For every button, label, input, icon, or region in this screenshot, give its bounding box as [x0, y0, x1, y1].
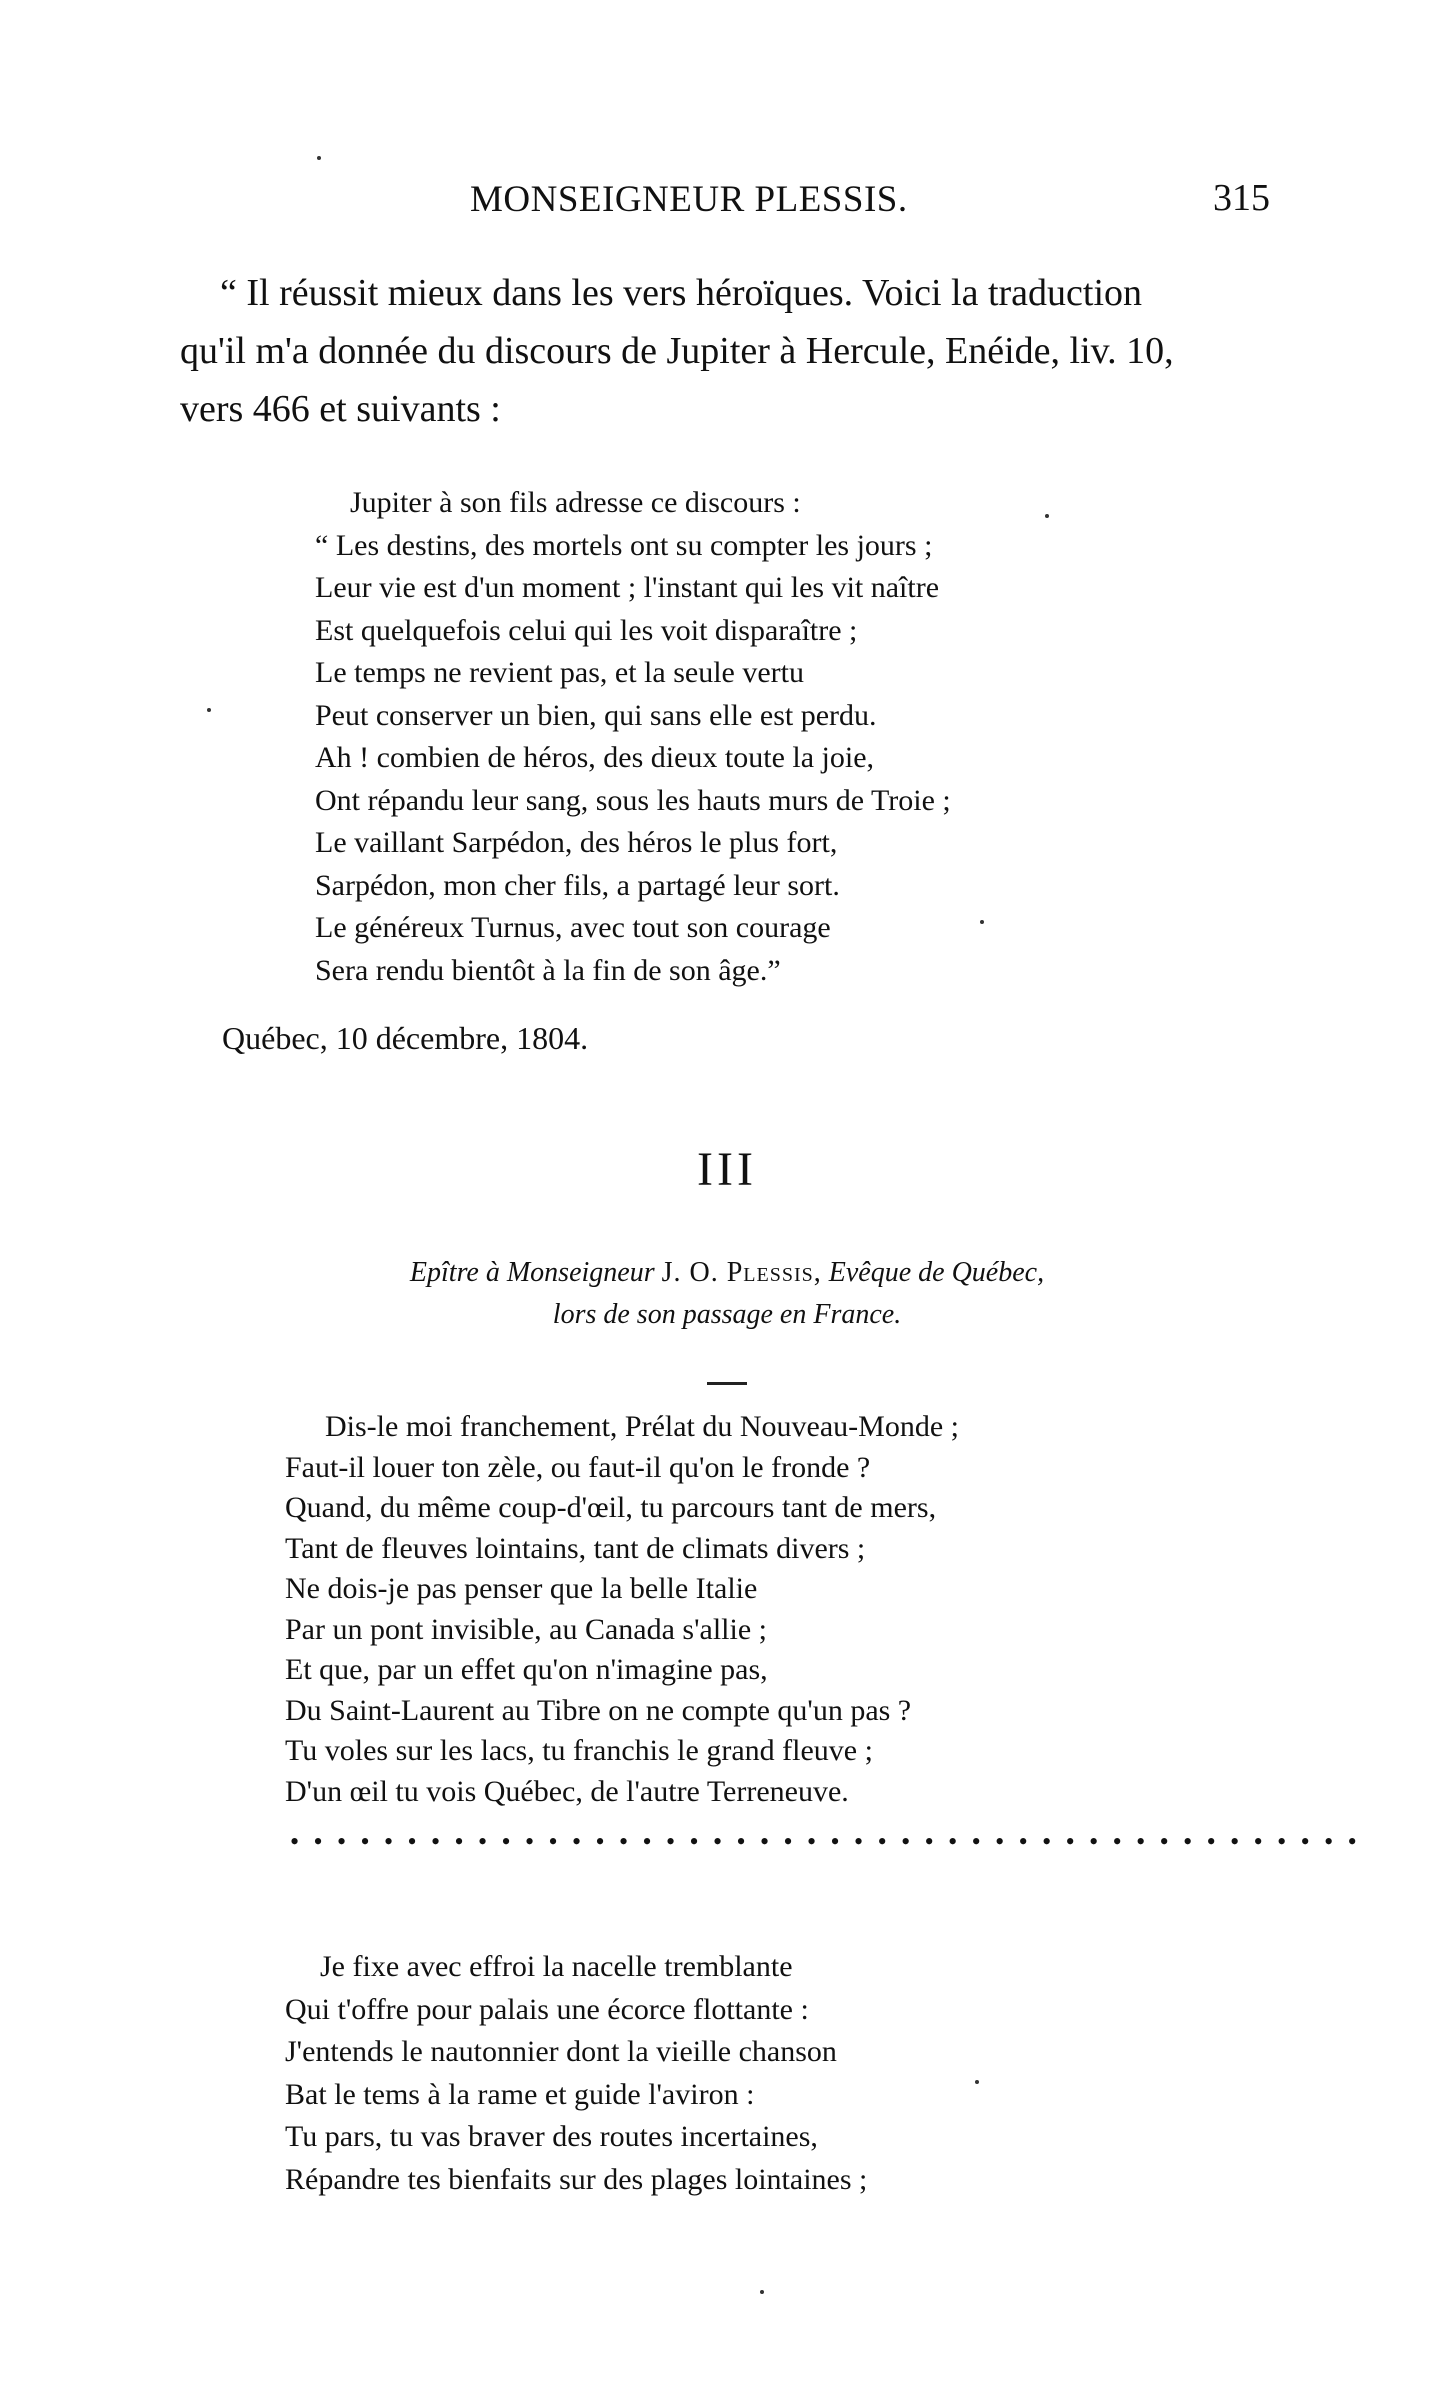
- poem-line: Bat le tems à la rame et guide l'aviron :: [285, 2077, 755, 2111]
- poem-line: Le vaillant Sarpédon, des héros le plus fort,: [315, 826, 838, 859]
- poem-line: Ah ! combien de héros, des dieux toute la joie,: [315, 741, 875, 774]
- poem-line: Est quelquefois celui qui les voit disparaître ;: [315, 613, 858, 647]
- poem-line: Jupiter à son fils adresse ce discours :: [350, 486, 801, 519]
- section-divider: [707, 1382, 747, 1385]
- print-speck: [317, 156, 321, 160]
- poem-line: Par un pont invisible, au Canada s'allie ;: [285, 1612, 767, 1646]
- poem-line: Du Saint-Laurent au Tibre on ne compte qu'un pas ?: [285, 1693, 912, 1727]
- poem-line: Leur vie est d'un moment ; l'instant qui les vit naître: [315, 571, 940, 604]
- epistle-poem-continued: [285, 1946, 867, 2201]
- poem-line: “ Les destins, des mortels ont su compter les jours ;: [315, 528, 933, 562]
- intro-line: qu'il m'a donnée du discours de Jupiter à Hercule, Enéide, liv. 10,: [180, 330, 1174, 372]
- poem-line: Dis-le moi franchement, Prélat du Nouveau-Monde ;: [325, 1410, 959, 1443]
- section-subtitle: [0, 1252, 1454, 1336]
- poem-line: Qui t'offre pour palais une écorce flottante :: [285, 1992, 809, 2026]
- print-speck: [1045, 514, 1049, 518]
- print-speck: [207, 708, 211, 712]
- poem-line: D'un œil tu vois Québec, de l'autre Terreneuve.: [285, 1774, 849, 1808]
- poem-line: Le temps ne revient pas, et la seule vertu: [315, 656, 804, 689]
- poem-line: Tu voles sur les lacs, tu franchis le grand fleuve ;: [285, 1734, 873, 1767]
- poem-line: Faut-il louer ton zèle, ou faut-il qu'on le fronde ?: [285, 1450, 871, 1484]
- poem-line: Répandre tes bienfaits sur des plages lointaines ;: [285, 2162, 868, 2196]
- intro-line: vers 466 et suivants :: [180, 388, 501, 430]
- subtitle-line-1: [0, 1252, 1454, 1294]
- subtitle-italic-1: Epître à Monseigneur: [409, 1257, 655, 1288]
- poem-line: Je fixe avec effroi la nacelle tremblante: [320, 1950, 793, 1983]
- epistle-poem: [285, 1407, 959, 1812]
- poem-line: Et que, par un effet qu'on n'imagine pas,: [285, 1653, 768, 1686]
- subtitle-line-2: lors de son passage en France.: [552, 1299, 902, 1330]
- intro-paragraph: [180, 264, 1260, 438]
- ellipsis-dots: ••••••••••••••••••••••••••••••••••••••••••••••: [290, 1827, 1372, 1856]
- section-number: III: [697, 1143, 757, 1196]
- print-speck: [760, 2290, 764, 2294]
- subtitle-italic-2: Evêque de Québec,: [828, 1257, 1045, 1288]
- poem-line: J'entends le nautonnier dont la vieille chanson: [285, 2035, 837, 2068]
- dateline: Québec, 10 décembre, 1804.: [222, 1020, 589, 1056]
- poem-line: Le généreux Turnus, avec tout son courage: [315, 911, 831, 944]
- page-number: 315: [1213, 177, 1270, 219]
- poem-line: Tant de fleuves lointains, tant de climats divers ;: [285, 1531, 866, 1565]
- poem-line: Tu pars, tu vas braver des routes incertaines,: [285, 2120, 818, 2153]
- poem-line: Ont répandu leur sang, sous les hauts murs de Troie ;: [315, 783, 951, 817]
- subtitle-name: J. O. Plessis,: [661, 1257, 822, 1288]
- running-title: MONSEIGNEUR PLESSIS.: [470, 179, 908, 220]
- poem-line: Ne dois-je pas penser que la belle Italie: [285, 1572, 758, 1605]
- print-speck: [980, 920, 984, 924]
- print-speck: [975, 2080, 979, 2084]
- jupiter-poem: [315, 482, 951, 992]
- intro-line: “ Il réussit mieux dans les vers héroïques. Voici la traduction: [220, 272, 1143, 314]
- poem-line: Peut conserver un bien, qui sans elle est perdu.: [315, 698, 877, 732]
- poem-line: Sera rendu bientôt à la fin de son âge.”: [315, 953, 781, 987]
- poem-line: Sarpédon, mon cher fils, a partagé leur sort.: [315, 868, 840, 902]
- poem-line: Quand, du même coup-d'œil, tu parcours tant de mers,: [285, 1491, 937, 1524]
